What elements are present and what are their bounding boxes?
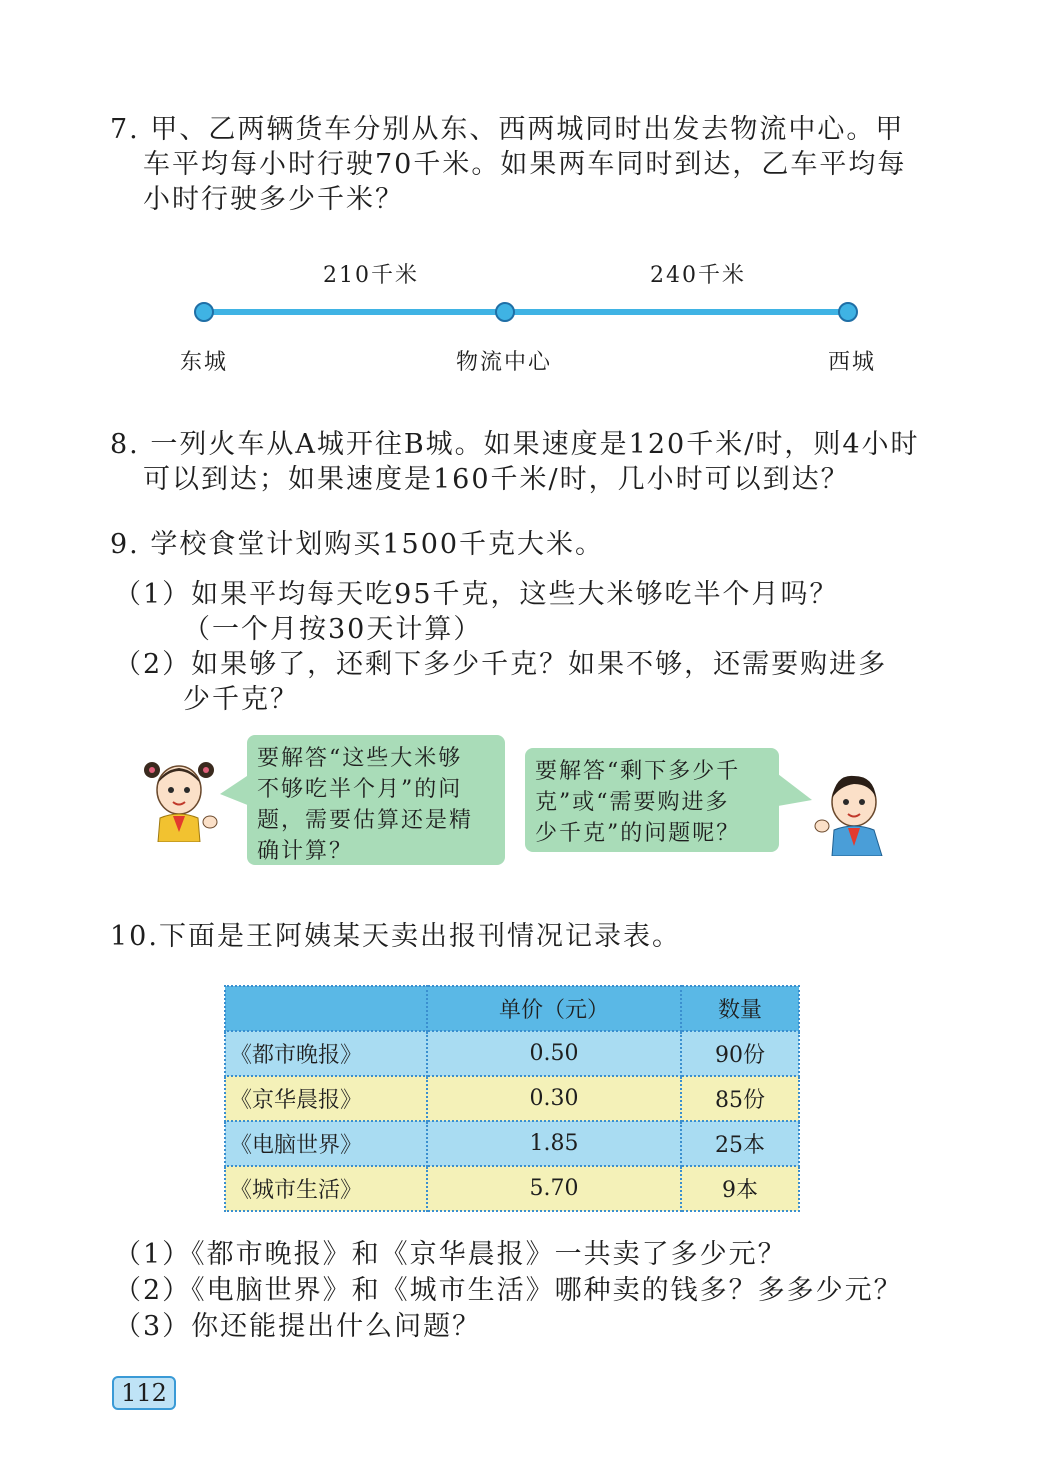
label-logistics-center: 物流中心 bbox=[456, 350, 553, 375]
q7-line2: 车平均每小时行驶70千米。如果两车同时到达，乙车平均每 bbox=[143, 149, 907, 180]
label-west-city: 西城 bbox=[828, 350, 877, 375]
page-number: 112 bbox=[112, 1376, 176, 1410]
table-cell: 《都市晚报》 bbox=[225, 1031, 427, 1076]
table-header-cell: 数量 bbox=[681, 986, 799, 1031]
q7-line1: 7. 甲、乙两辆货车分别从东、西两城同时出发去物流中心。甲 bbox=[110, 114, 905, 145]
table-header-row bbox=[225, 986, 799, 1031]
left-bubble-tail bbox=[220, 770, 250, 810]
q10-question3: （3）你还能提出什么问题？ bbox=[114, 1311, 482, 1342]
q9-part1-line1: （1）如果平均每天吃95千克，这些大米够吃半个月吗？ bbox=[114, 579, 839, 610]
table-cell: 1.85 bbox=[427, 1121, 681, 1166]
q8-line1: 8. 一列火车从A城开往B城。如果速度是120千米/时，则4小时 bbox=[110, 429, 920, 460]
distance-diagram bbox=[180, 290, 880, 334]
q7-line3: 小时行驶多少千米？ bbox=[143, 184, 404, 215]
right-speech-bubble bbox=[525, 748, 779, 852]
table-cell: 5.70 bbox=[427, 1166, 681, 1211]
q9-part1-line2: （一个月按30天计算） bbox=[183, 614, 483, 645]
table-cell: 《电脑世界》 bbox=[225, 1121, 427, 1166]
table-cell: 《城市生活》 bbox=[225, 1166, 427, 1211]
right-bubble-tail bbox=[778, 770, 812, 810]
segment-label-240: 240千米 bbox=[650, 263, 746, 288]
q9-part2-line2: 少千克？ bbox=[183, 684, 299, 715]
table-cell: 《京华晨报》 bbox=[225, 1076, 427, 1121]
left-bubble-line1: 要解答“这些大米够 bbox=[257, 746, 463, 771]
right-bubble-line1: 要解答“剩下多少千 bbox=[535, 759, 741, 784]
left-speech-bubble bbox=[247, 735, 505, 865]
west-point bbox=[839, 303, 857, 321]
table-cell: 0.50 bbox=[427, 1031, 681, 1076]
right-bubble-line2: 克”或“需要购进多 bbox=[535, 790, 730, 815]
q8-line2: 可以到达；如果速度是160千米/时，几小时可以到达？ bbox=[143, 464, 850, 495]
table-header-cell: 单价（元） bbox=[427, 986, 681, 1031]
boy-illustration bbox=[812, 768, 890, 856]
newspaper-sales-table bbox=[224, 985, 800, 1212]
table-header-cell bbox=[225, 986, 427, 1031]
table-cell: 0.30 bbox=[427, 1076, 681, 1121]
table-row bbox=[225, 1076, 799, 1121]
table-cell: 85份 bbox=[681, 1076, 799, 1121]
center-point bbox=[496, 303, 514, 321]
east-point bbox=[195, 303, 213, 321]
table-cell: 90份 bbox=[681, 1031, 799, 1076]
table-row bbox=[225, 1166, 799, 1211]
q9-part2-line1: （2）如果够了，还剩下多少千克？如果不够，还需要购进多 bbox=[114, 649, 888, 680]
label-east-city: 东城 bbox=[180, 350, 229, 375]
q10-title: 10.下面是王阿姨某天卖出报刊情况记录表。 bbox=[110, 921, 681, 952]
segment-label-210: 210千米 bbox=[323, 263, 419, 288]
table-cell: 25本 bbox=[681, 1121, 799, 1166]
left-bubble-line3: 题，需要估算还是精 bbox=[257, 808, 474, 833]
girl-illustration bbox=[140, 752, 222, 842]
table-row bbox=[225, 1031, 799, 1076]
left-bubble-line2: 不够吃半个月”的问 bbox=[257, 777, 463, 802]
q10-question1: （1）《都市晚报》和《京华晨报》一共卖了多少元？ bbox=[114, 1239, 787, 1270]
left-bubble-line4: 确计算？ bbox=[257, 839, 354, 864]
table-row bbox=[225, 1121, 799, 1166]
table-cell: 9本 bbox=[681, 1166, 799, 1211]
right-bubble-line3: 少千克”的问题呢？ bbox=[535, 821, 741, 846]
q9-line1: 9. 学校食堂计划购买1500千克大米。 bbox=[110, 529, 605, 560]
q10-question2: （2）《电脑世界》和《城市生活》哪种卖的钱多？多多少元？ bbox=[114, 1275, 903, 1306]
